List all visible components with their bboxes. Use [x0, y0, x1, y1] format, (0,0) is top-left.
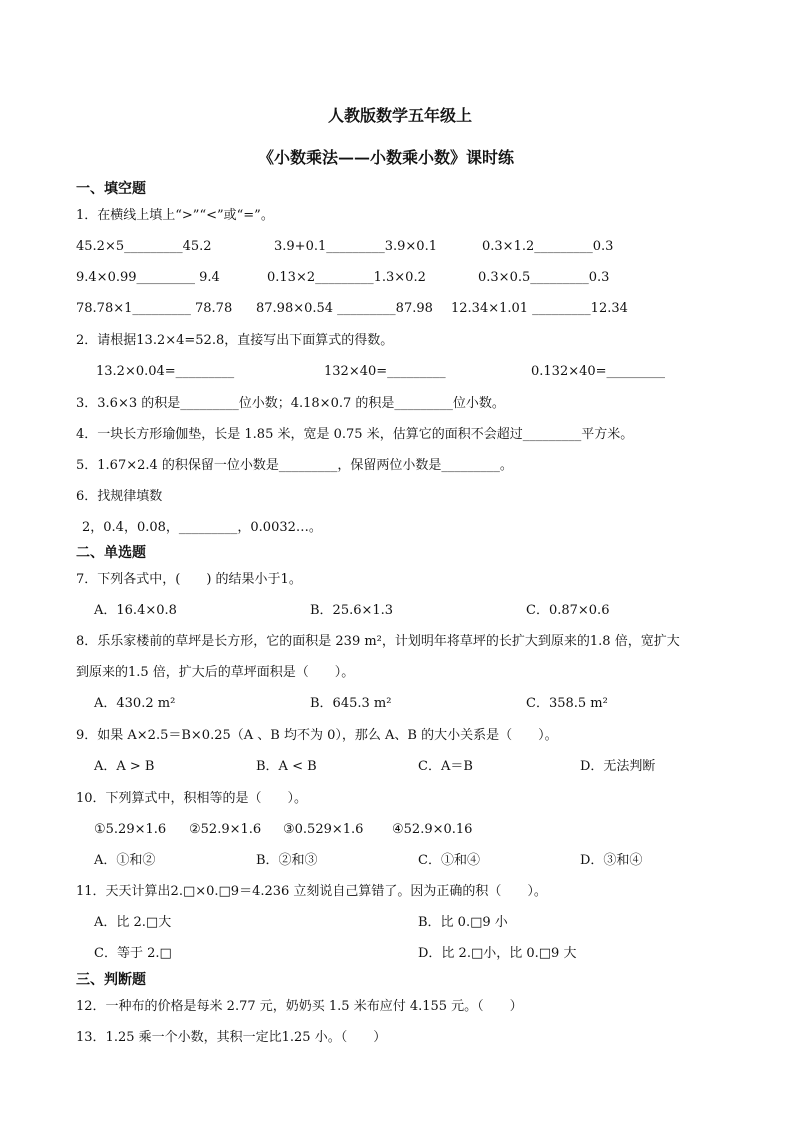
question-8-option: B．645.3 m² [310, 696, 392, 711]
question-1-item: 0.3×1.2_________0.3 [482, 239, 614, 254]
question-1-item: 45.2×5_________45.2 [76, 239, 212, 254]
question-11-option: A．比 2.□大 [94, 915, 172, 930]
question-10-option: A．①和② [94, 853, 156, 868]
question-1-stem: 1．在横线上填上“>”“<”或“=”。 [76, 208, 274, 223]
question-11-stem: 11．天天计算出2.□×0.□9＝4.236 立刻说自己算错了。因为正确的积（ ）。 [76, 884, 547, 899]
question-1-item: 3.9+0.1_________3.9×0.1 [274, 239, 437, 254]
question-1-item: 87.98×0.54 _________87.98 [256, 301, 433, 316]
question-1-item: 78.78×1_________ 78.78 [76, 301, 233, 316]
section-single-choice: 二、单选题 [76, 545, 146, 561]
page-title: 人教版数学五年级上 [328, 106, 473, 125]
question-11-option: C．等于 2.□ [94, 946, 172, 961]
question-10-expression: ③0.529×1.6 [283, 822, 364, 837]
question-9-option: D．无法判断 [580, 759, 656, 774]
question-8-option: A．430.2 m² [94, 696, 176, 711]
question-12: 12．一种布的价格是每米 2.77 元，奶奶买 1.5 米布应付 4.155 元。（ ） [76, 999, 523, 1014]
question-10-option: B．②和③ [256, 853, 318, 868]
question-8-option: C．358.5 m² [526, 696, 608, 711]
question-7-option: B．25.6×1.3 [310, 603, 394, 618]
question-8-stem-line2: 到原来的1.5 倍，扩大后的草坪面积是（ ）。 [76, 665, 355, 680]
question-2-item: 13.2×0.04=_________ [96, 364, 235, 379]
question-9-option: C．A＝B [418, 759, 473, 774]
question-11-option: B．比 0.□9 小 [418, 915, 508, 930]
question-3: 3．3.6×3 的积是_________位小数；4.18×0.7 的积是_________位小数。 [76, 396, 505, 411]
question-10-expression: ②52.9×1.6 [189, 822, 262, 837]
question-1-item: 12.34×1.01 _________12.34 [451, 301, 628, 316]
question-6-stem: 6．找规律填数 [76, 489, 163, 504]
question-5: 5．1.67×2.4 的积保留一位小数是_________，保留两位小数是_________。 [76, 458, 513, 473]
section-true-false: 三、判断题 [76, 972, 146, 988]
question-1-item: 9.4×0.99_________ 9.4 [76, 270, 220, 285]
question-4: 4．一块长方形瑜伽垫，长是 1.85 米，宽是 0.75 米，估算它的面积不会超过_________平方米。 [76, 427, 634, 442]
question-10-expression: ④52.9×0.16 [392, 822, 473, 837]
question-7-option: A．16.4×0.8 [94, 603, 177, 618]
page-subtitle: 《小数乘法——小数乘小数》课时练 [258, 148, 515, 167]
question-10-option: D．③和④ [580, 853, 643, 868]
question-1-item: 0.3×0.5_________0.3 [478, 270, 610, 285]
question-10-option: C．①和④ [418, 853, 480, 868]
section-fill-in: 一、填空题 [76, 181, 146, 197]
question-10-expression: ①5.29×1.6 [94, 822, 167, 837]
question-2-stem: 2．请根据13.2×4=52.8，直接写出下面算式的得数。 [76, 333, 394, 348]
question-7-stem: 7．下列各式中，( ) 的结果小于1。 [76, 572, 302, 587]
question-7-option: C．0.87×0.6 [526, 603, 610, 618]
question-1-item: 0.13×2_________1.3×0.2 [267, 270, 426, 285]
question-8-stem-line1: 8．乐乐家楼前的草坪是长方形，它的面积是 239 m²，计划明年将草坪的长扩大到原来的1.8 倍，宽扩大 [76, 634, 680, 649]
question-10-stem: 10．下列算式中，积相等的是（ ）。 [76, 791, 308, 806]
question-2-item: 132×40=_________ [324, 364, 446, 379]
question-9-option: A．A > B [94, 759, 155, 774]
question-9-option: B．A < B [256, 759, 317, 774]
question-11-option: D．比 2.□小，比 0.□9 大 [418, 946, 577, 961]
question-9-stem: 9．如果 A×2.5＝B×0.25（A 、B 均不为 0），那么 A、B 的大小关系是（ ）。 [76, 728, 558, 743]
question-6-sequence: 2，0.4，0.08，_________，0.0032…。 [82, 520, 322, 535]
question-13: 13．1.25 乘一个小数，其积一定比1.25 小。（ ） [76, 1030, 387, 1045]
question-2-item: 0.132×40=_________ [531, 364, 666, 379]
